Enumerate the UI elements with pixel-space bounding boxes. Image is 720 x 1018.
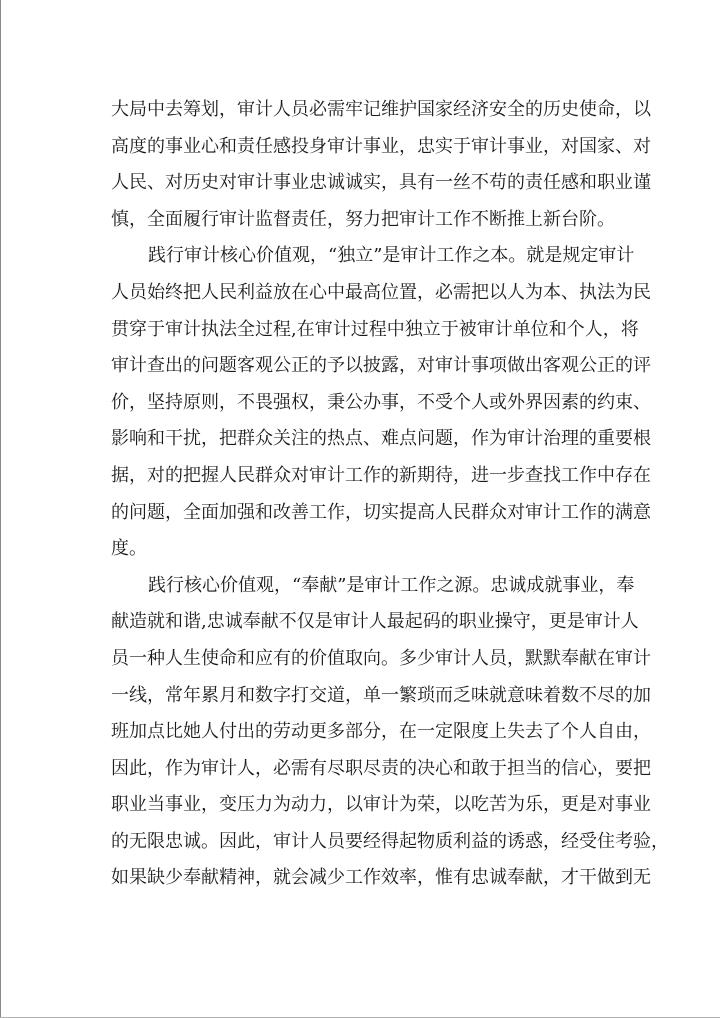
text-line: 人员始终把人民利益放在心中最高位置，必需把以人为本、执法为民 [111, 281, 651, 303]
text-line: 一线，常年累月和数字打交道，单一繁琐而乏味就意味着数不尽的加 [111, 684, 651, 706]
text-line: 度。 [111, 538, 147, 560]
text-line: 影响和干扰，把群众关注的热点、难点问题，作为审计治理的重要根 [111, 428, 651, 450]
text-line: 审计查出的问题客观公正的予以披露，对审计事项做出客观公正的评 [111, 355, 651, 377]
paragraph-start-line: 践行审计核心价值观，“独立”是审计工作之本。就是规定审计 [148, 245, 635, 267]
text-line: 价，坚持原则，不畏强权，秉公办事，不受个人或外界因素的约束、 [111, 391, 651, 413]
text-line: 的无限忠诚。因此，审计人员要经得起物质利益的诱惑，经受住考验， [111, 830, 669, 852]
text-line: 员一种人生使命和应有的价值取向。多少审计人员，默默奉献在审计 [111, 647, 651, 669]
text-line: 慎，全面履行审计监督责任，努力把审计工作不断推上新台阶。 [111, 208, 615, 230]
text-line: 献造就和谐,忠诚奉献不仅是审计人最起码的职业操守，更是审计人 [111, 611, 639, 633]
text-line: 的问题，全面加强和改善工作，切实提高人民群众对审计工作的满意 [111, 501, 651, 523]
text-line: 人民、对历史对审计事业忠诚诚实，具有一丝不苟的责任感和职业谨 [111, 172, 651, 194]
text-line: 贯穿于审计执法全过程,在审计过程中独立于被审计单位和个人，将 [111, 318, 639, 340]
document-body [111, 92, 669, 897]
paragraph-start-line: 践行核心价值观，“奉献”是审计工作之源。忠诚成就事业，奉 [148, 574, 635, 596]
text-line: 大局中去筹划，审计人员必需牢记维护国家经济安全的历史使命，以 [111, 99, 651, 120]
text-line: 班加点比她人付出的劳动更多部分，在一定限度上失去了个人自由， [111, 721, 651, 743]
text-line: 据，对的把握人民群众对审计工作的新期待，进一步查找工作中存在 [111, 464, 651, 486]
text-line: 职业当事业，变压力为动力，以审计为荣，以吃苦为乐，更是对事业 [111, 794, 651, 816]
page-left-edge [0, 0, 1, 1018]
text-line: 因此，作为审计人，必需有尽职尽责的决心和敢于担当的信心，要把 [111, 757, 651, 779]
text-line: 如果缺少奉献精神，就会减少工作效率，惟有忠诚奉献，才干做到无 [111, 867, 651, 889]
text-line: 高度的事业心和责任感投身审计事业，忠实于审计事业，对国家、对 [111, 135, 651, 157]
